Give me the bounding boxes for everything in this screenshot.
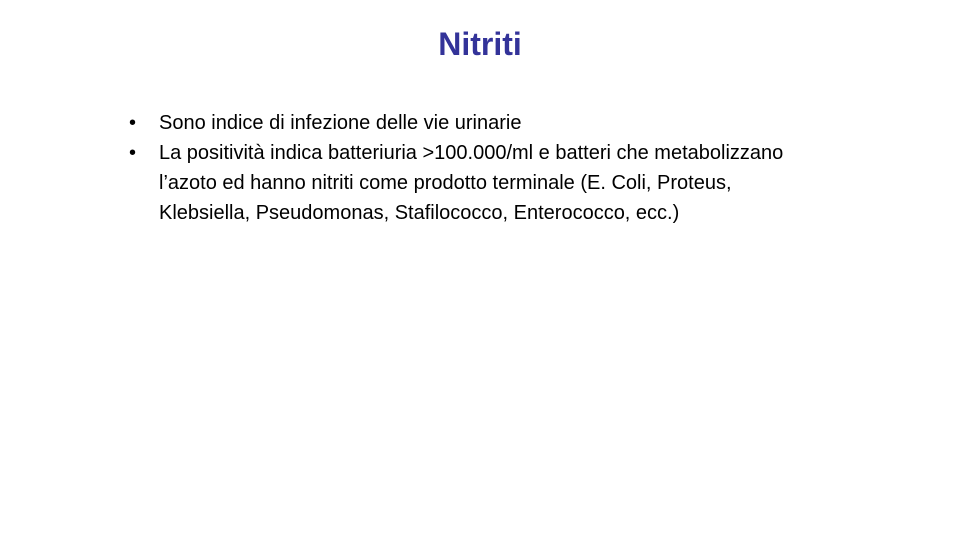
- slide-title: Nitriti: [438, 26, 522, 62]
- bullet-list: [125, 108, 825, 228]
- bullet-text: La positività indica batteriuria >100.000/ml e batteri che metabolizzano l’azoto ed hanno nitriti come prodotto terminale (E. Coli, Proteus, Klebsiella, Pseudomonas, Stafilococco, Enterococco, ecc.): [159, 142, 784, 224]
- bullet-text: Sono indice di infezione delle vie urinarie: [159, 112, 522, 134]
- bullet-item: [125, 138, 825, 228]
- bullet-dot-icon: •: [129, 142, 137, 164]
- bullet-item: [125, 108, 825, 138]
- bullet-dot-icon: •: [129, 112, 137, 134]
